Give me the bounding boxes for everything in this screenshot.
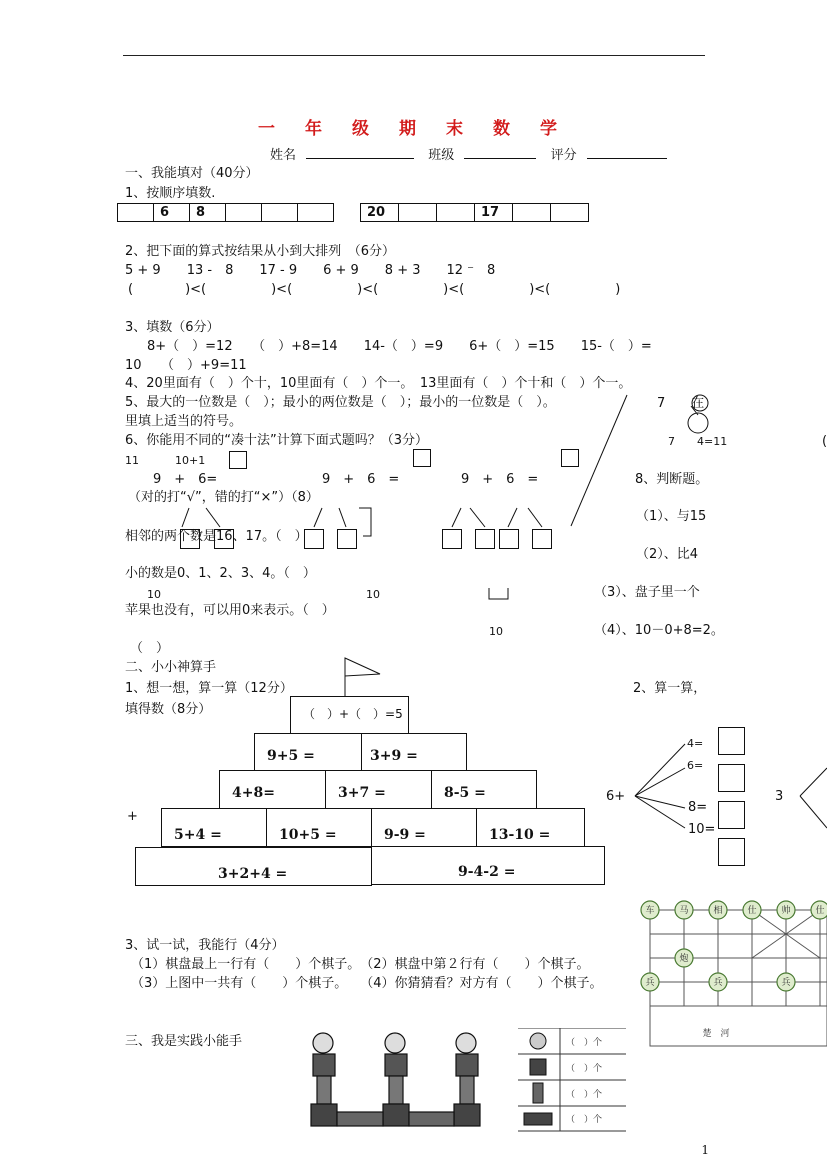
judge-1b[interactable]: 相邻的两个数是16、17。（ ）: [125, 529, 308, 544]
q2-text: 2、把下面的算式按结果从小到大排列 （6分）: [125, 244, 396, 259]
pyramid-cell[interactable]: 4+8=: [219, 770, 326, 809]
fan-answer-box[interactable]: [718, 764, 745, 792]
judge-hint: （对的打“√”，错的打“×”）（8）: [128, 490, 319, 505]
river-label: 楚 河: [702, 1029, 730, 1039]
q3-text: 3、填数（6分）: [125, 320, 220, 335]
pyramid-cell[interactable]: 9-4-2 =: [371, 846, 605, 885]
fan-answer-box[interactable]: [718, 801, 745, 829]
page-number: 1: [701, 1143, 709, 1157]
pyramid-cell[interactable]: 3+2+4 =: [135, 847, 372, 886]
q8-heading: 8、判断题。: [635, 472, 709, 487]
judge-3a: （3）、盘子里一个: [594, 585, 700, 600]
section2-heading: 二、小小神算手: [125, 660, 217, 675]
q6-expr: 9 + 6=: [153, 472, 218, 487]
ten-label: 10: [489, 625, 503, 638]
shape-count-table: [518, 1028, 626, 1132]
q7-fragment: 7 在: [657, 396, 705, 411]
s2-fill: 填得数（8分）: [125, 702, 212, 717]
title-char: 级: [352, 119, 371, 139]
seq-cell[interactable]: 17: [475, 204, 513, 222]
compare-circle: [692, 395, 708, 411]
chess-piece: 相: [713, 906, 723, 916]
section1-heading: 一、我能填对（40分）: [125, 166, 259, 181]
q7-equation: 7 4=11: [668, 435, 728, 448]
q3-line2[interactable]: 10 （ ）+9=11: [125, 358, 247, 373]
q1-text: 1、按顺序填数.: [125, 186, 216, 201]
title-char: 一: [258, 119, 277, 139]
answer-box[interactable]: [532, 529, 552, 549]
judge-1a: （1）、与15: [636, 509, 707, 524]
pyramid-cell[interactable]: 3+9 =: [361, 733, 467, 771]
answer-box[interactable]: [499, 529, 519, 549]
pyramid-cell[interactable]: 3+7 =: [325, 770, 432, 809]
paren-fragment: (: [822, 434, 827, 449]
chess-piece: 车: [645, 906, 655, 916]
s3-line1[interactable]: （1）棋盘最上一行有（ ）个棋子。 （2）棋盘中第２行有（ ）个棋子。: [131, 957, 590, 972]
section3-heading: 三、我是实践小能手: [125, 1034, 243, 1049]
fan-item: 6=: [687, 759, 704, 772]
fan-answer-box[interactable]: [718, 727, 745, 755]
s2-q1: 1、想一想，算一算（12分）: [125, 681, 293, 696]
chess-piece: 仕: [747, 906, 757, 916]
q3-line1[interactable]: 8+（ ）=12 （ ）+8=14 14-（ ）=9 6+（ ）=15 15-（ ）=: [147, 339, 652, 354]
s3-line2[interactable]: （3）上图中一共有（ ）个棋子。 （4）你猜猜看？对方有（ ）个棋子。: [131, 976, 603, 991]
q6-ten-plus-one: 10+1: [175, 454, 206, 467]
judge-2a: （2）、比4: [636, 547, 699, 562]
fan-item: 10=: [688, 822, 716, 837]
pyramid-cell[interactable]: 5+4 =: [161, 808, 267, 847]
title-char: 学: [540, 119, 559, 139]
chess-piece: 兵: [713, 978, 723, 988]
fan-item: 4=: [687, 737, 704, 750]
answer-box[interactable]: [337, 529, 357, 549]
fan-right-label: 3: [775, 789, 784, 804]
pyramid-cell[interactable]: 9+5 =: [254, 733, 362, 771]
judge-3b[interactable]: 苹果也没有，可以用0来表示。（ ）: [125, 603, 335, 618]
answer-box[interactable]: [475, 529, 495, 549]
class-label: 班级: [428, 148, 455, 163]
blocks-figure: [305, 1030, 497, 1130]
chessboard: [633, 896, 827, 1050]
pyramid-cell[interactable]: 8-5 =: [431, 770, 537, 809]
q4-text[interactable]: 4、20里面有（ ）个十，10里面有（ ）个一。 13里面有（ ）个十和（ ）个一。: [125, 376, 632, 391]
pyramid-cell[interactable]: 9-9 =: [371, 808, 477, 847]
count-cell: （ ）个: [566, 1090, 603, 1100]
q2-order-blanks[interactable]: ( )<( )<( )<( )<( )<( ): [128, 282, 621, 297]
q6-text: 6、你能用不同的“凑十法”计算下面式题吗？（3分）: [125, 433, 429, 448]
q5-continuation: 里填上适当的符号。: [125, 414, 243, 429]
s2-q2: 2、算一算，: [633, 681, 707, 696]
title-char: 数: [493, 119, 512, 139]
fan-answer-box[interactable]: [718, 838, 745, 866]
q5-text[interactable]: 5、最大的一位数是（ ）；最小的两位数是（ ）；最小的一位数是（ ）。: [125, 395, 556, 410]
chess-piece: 帅: [781, 906, 791, 916]
s3-q3: 3、试一试，我能行（4分）: [125, 938, 285, 953]
name-label: 姓名: [270, 148, 297, 163]
judge-4-paren[interactable]: （ ）: [130, 641, 170, 656]
q6-eleven: 11: [125, 454, 139, 467]
count-cell: （ ）个: [566, 1115, 603, 1125]
chess-piece: 仕: [815, 906, 825, 916]
pyramid-cell[interactable]: 13-10 =: [476, 808, 585, 847]
seq-cell[interactable]: 6: [154, 204, 190, 222]
seq-cell[interactable]: 20: [361, 204, 399, 222]
title-char: 年: [305, 119, 324, 139]
title-char: 末: [446, 119, 465, 139]
pyramid-top[interactable]: （ ）+（ ）=5: [290, 696, 409, 734]
ten-label: 10: [147, 588, 161, 601]
chess-piece: 炮: [679, 954, 689, 964]
fan-center: 6+: [606, 789, 626, 804]
plus-sign: +: [127, 809, 138, 824]
title-char: 期: [399, 119, 418, 139]
judge-4: （4）、10－0+8=2。: [594, 623, 724, 638]
q6-expr: 9 + 6 =: [461, 472, 539, 487]
compare-circle: [688, 413, 708, 433]
chess-piece: 马: [679, 906, 689, 916]
fan-item: 8=: [688, 800, 708, 815]
judge-2b[interactable]: 小的数是0、1、2、3、4。（ ）: [125, 566, 316, 581]
pyramid-cell[interactable]: 10+5 =: [266, 808, 372, 847]
count-cell: （ ）个: [566, 1064, 603, 1074]
q2-expressions: 5 + 9 13 - 8 17 - 9 6 + 9 8 + 3 12 ⁻ 8: [125, 263, 496, 278]
answer-box[interactable]: [442, 529, 462, 549]
chess-piece: 兵: [645, 978, 655, 988]
flag-icon: [340, 656, 384, 698]
ten-label: 10: [366, 588, 380, 601]
chess-piece: 兵: [781, 978, 791, 988]
count-cell: （ ）个: [566, 1038, 603, 1048]
seq-cell[interactable]: 8: [190, 204, 226, 222]
q6-expr: 9 + 6 =: [322, 472, 400, 487]
score-label: 评分: [550, 148, 577, 163]
